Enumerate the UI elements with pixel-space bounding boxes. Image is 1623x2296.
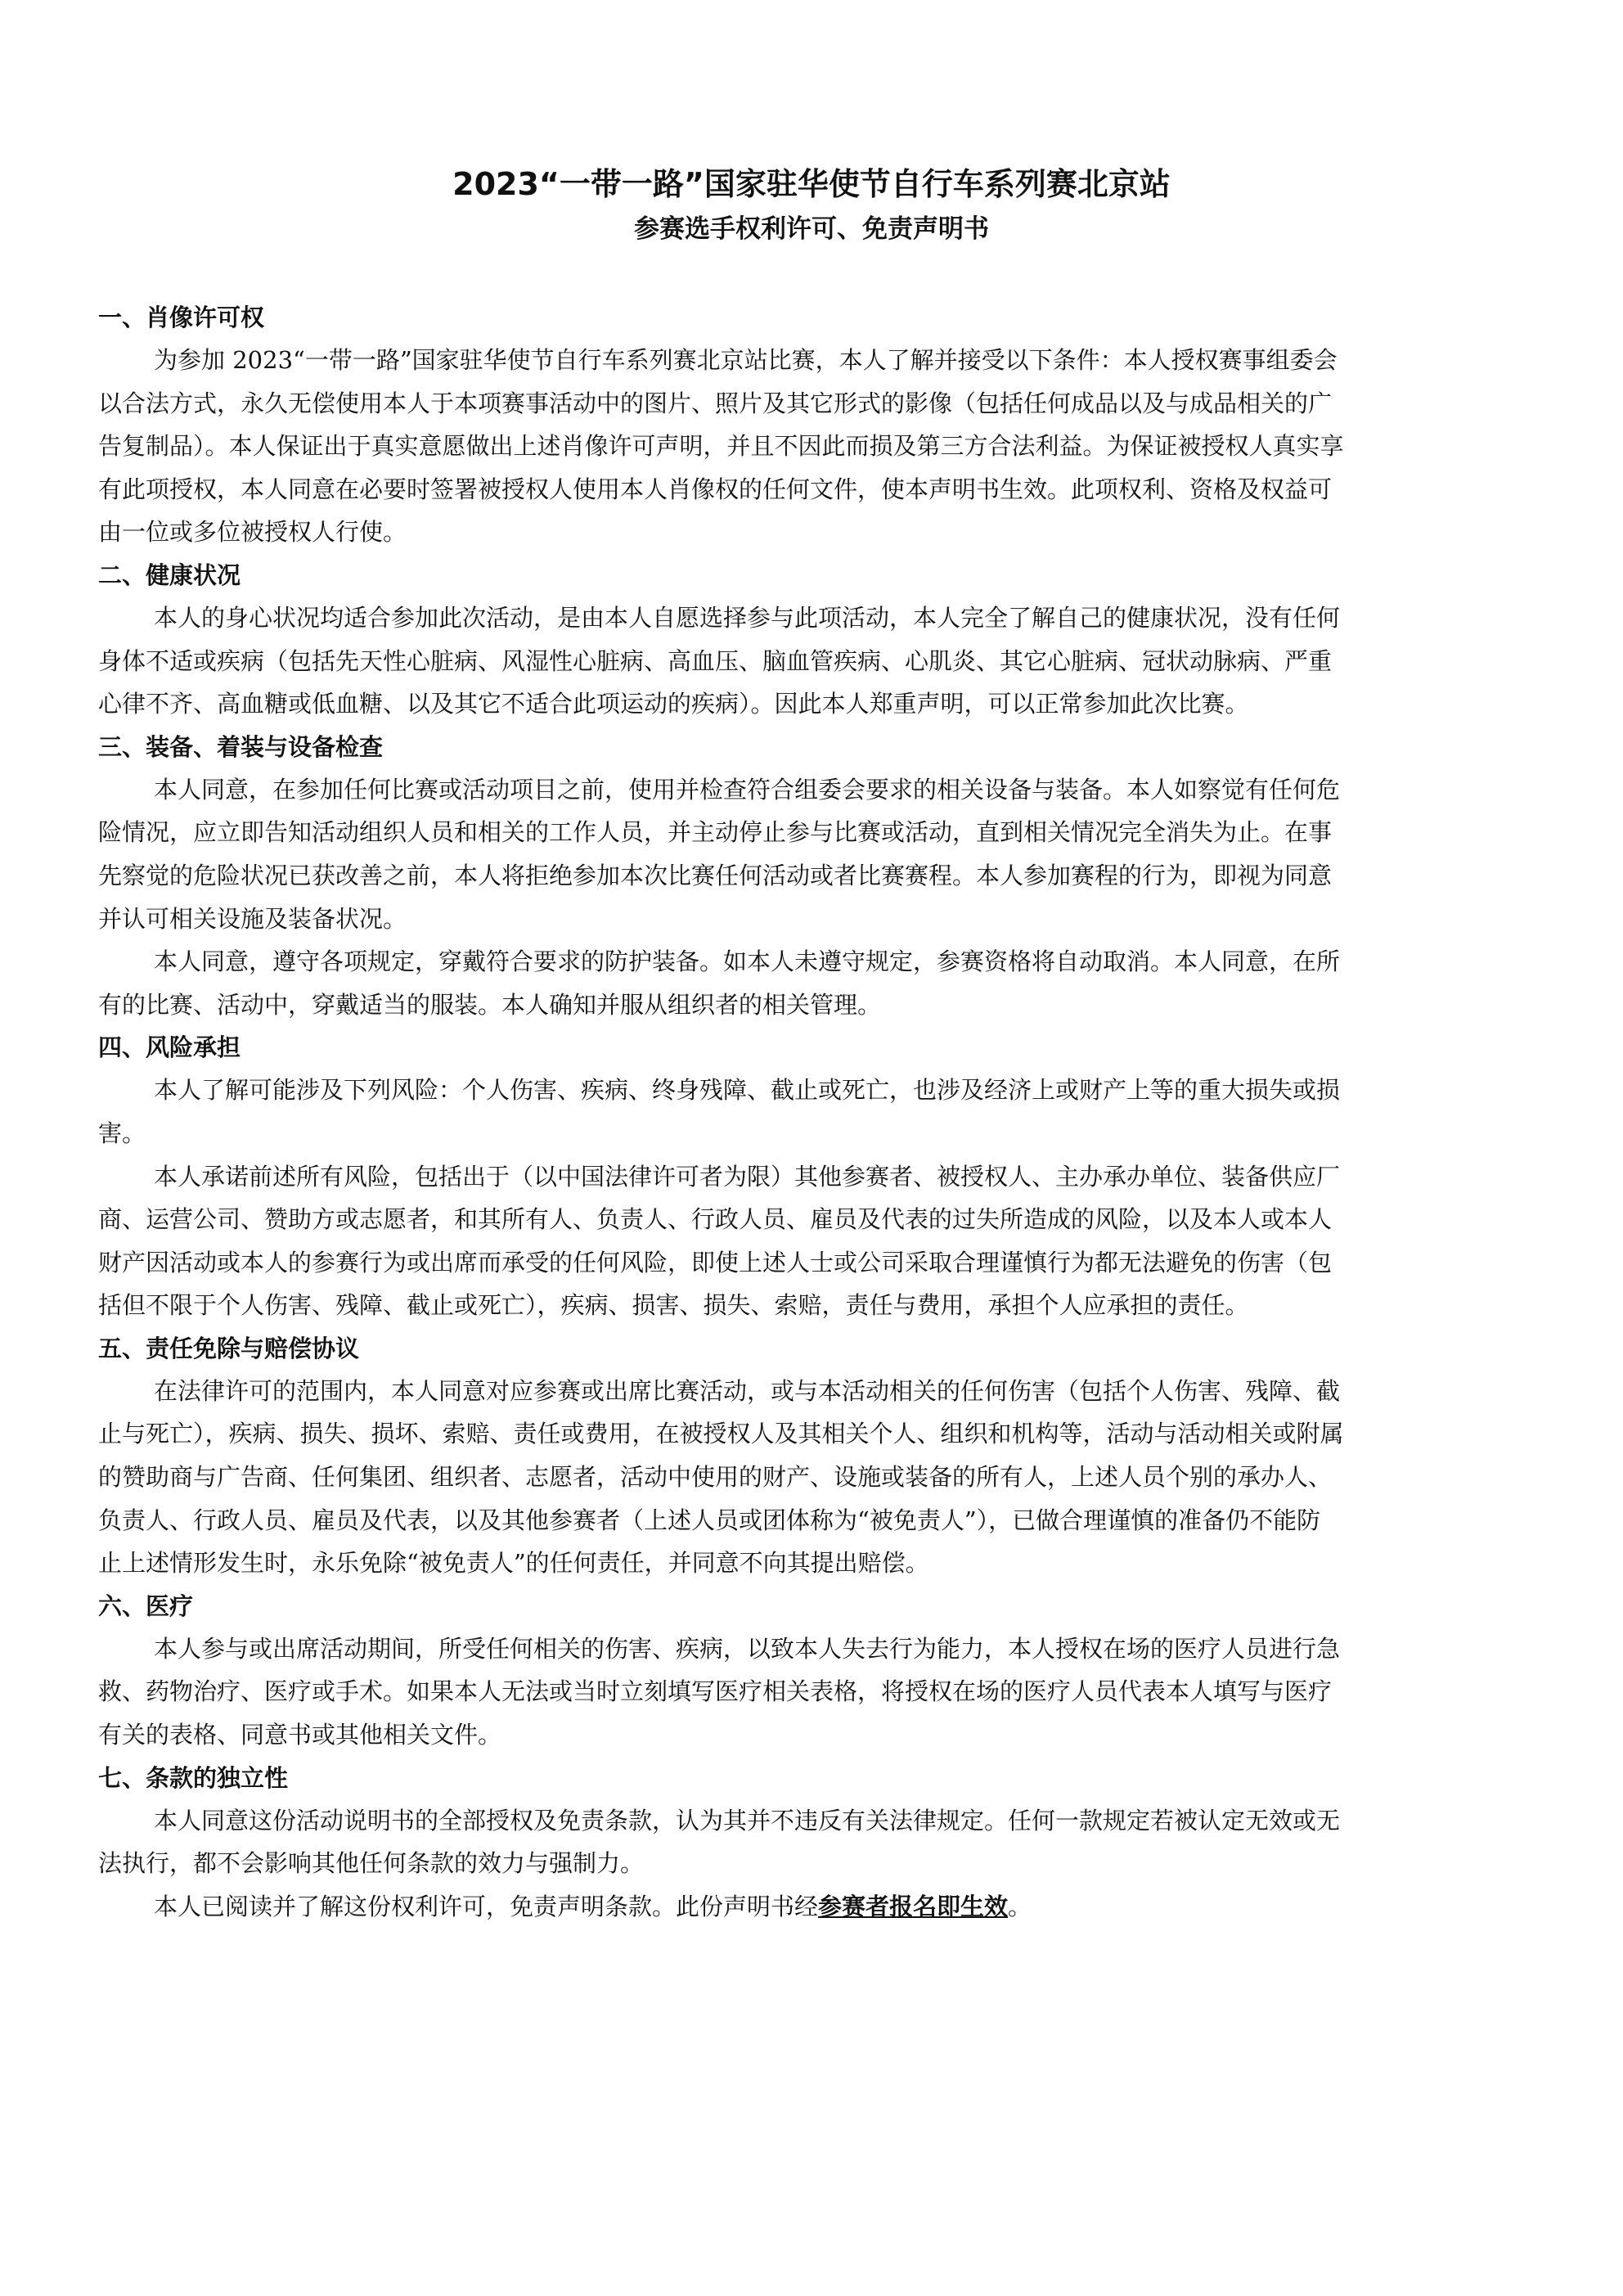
section-paragraph: [98, 1069, 1535, 1327]
paragraph-line: 为参加 2023“一带一路”国家驻华使节自行车系列赛北京站比赛，本人了解并接受以下条件：本人授权赛事组委会: [154, 346, 1338, 374]
section-5: [98, 1327, 1535, 1585]
section-3: [98, 726, 1535, 1027]
paragraph-line: 告复制品）。本人保证出于真实意愿做出上述肖像许可声明，并且不因此而损及第三方合法利益。为保证被授权人真实享: [98, 432, 1344, 461]
paragraph-line: 法执行，都不会影响其他任何条款的效力与强制力。: [98, 1849, 645, 1878]
section-1: [98, 296, 1535, 554]
paragraph-line: 害。: [98, 1119, 146, 1147]
paragraph-line: 有关的表格、同意书或其他相关文件。: [98, 1721, 502, 1749]
paragraph-line: 本人同意，遵守各项规定，穿戴符合要求的防护装备。如本人未遵守规定，参赛资格将自动取消。本人同意，在所: [154, 948, 1341, 976]
paragraph-line: 括但不限于个人伤害、残障、截止或死亡），疾病、损害、损失、索赔，责任与费用，承担个人应承担的责任。: [98, 1291, 1249, 1320]
section-paragraph: [98, 1799, 1535, 1885]
paragraph-line: 的赞助商与广告商、任何集团、组织者、志愿者，活动中使用的财产、设施或装备的所有人，上述人员个别的承办人、: [98, 1463, 1333, 1492]
paragraph-line: 本人参与或出席活动期间，所受任何相关的伤害、疾病，以致本人失去行为能力，本人授权在场的医疗人员进行急: [154, 1634, 1341, 1663]
paragraph-line: 本人了解可能涉及下列风险：个人伤害、疾病、终身残障、截止或死亡，也涉及经济上或财产上等的重大损失或损: [154, 1076, 1341, 1105]
section-heading: 四、风险承担: [98, 1033, 241, 1062]
closing-paragraph: [98, 1885, 1535, 1929]
closing-text: 本人已阅读并了解这份权利许可，免责声明条款。此份声明书经: [154, 1892, 819, 1920]
paragraph-line: 在法律许可的范围内，本人同意对应参赛或出席比赛活动，或与本活动相关的任何伤害（包括个人伤害、残障、截: [154, 1376, 1341, 1405]
section-heading: 六、医疗: [98, 1591, 194, 1620]
paragraph-line: 心律不齐、高血糖或低血糖、以及其它不适合此项运动的疾病）。因此本人郑重声明，可以正常参加此次比赛。: [98, 690, 1249, 718]
closing-line: [98, 1885, 1535, 1929]
document-title: 2023“一带一路”国家驻华使节自行车系列赛北京站: [452, 166, 1171, 202]
paragraph-line: 本人承诺前述所有风险，包括出于（以中国法律许可者为限）其他参赛者、被授权人、主办承办单位、装备供应厂: [154, 1162, 1341, 1191]
section-paragraph: [98, 597, 1535, 726]
paragraph-line: 有此项授权，本人同意在必要时签署被授权人使用本人肖像权的任何文件，使本声明书生效。此项权利、资格及权益可: [98, 475, 1333, 503]
paragraph-line: 以合法方式，永久无偿使用本人于本项赛事活动中的图片、照片及其它形式的影像（包括任何成品以及与成品相关的广: [98, 389, 1333, 417]
paragraph-line: 本人的身心状况均适合参加此次活动，是由本人自愿选择参与此项活动，本人完全了解自己的健康状况，没有任何: [154, 603, 1341, 632]
section-paragraph: [98, 339, 1535, 554]
paragraph-line: 先察觉的危险状况已获改善之前，本人将拒绝参加本次比赛任何活动或者比赛赛程。本人参加赛程的行为，即视为同意: [98, 861, 1333, 889]
section-heading: 五、责任免除与赔偿协议: [98, 1334, 360, 1362]
paragraph-line: 本人同意，在参加任何比赛或活动项目之前，使用并检查符合组委会要求的相关设备与装备。本人如察觉有任何危: [154, 775, 1341, 804]
section-4: [98, 1026, 1535, 1327]
section-heading: 一、肖像许可权: [98, 304, 265, 331]
paragraph-line: 身体不适或疾病（包括先天性心脏病、风湿性心脏病、高血压、脑血管疾病、心肌炎、其它心脏病、冠状动脉病、严重: [98, 646, 1333, 675]
paragraph-line: 止与死亡），疾病、损失、损坏、索赔、责任或费用，在被授权人及其相关个人、组织和机构等，活动与活动相关或附属: [98, 1420, 1344, 1448]
paragraph-line: 本人同意这份活动说明书的全部授权及免责条款，认为其并不违反有关法律规定。任何一款规定若被认定无效或无: [154, 1806, 1341, 1835]
document-body: [98, 296, 1535, 1928]
paragraph-line: 财产因活动或本人的参赛行为或出席而承受的任何风险，即使上述人士或公司采取合理谨慎行为都无法避免的伤害（包: [98, 1248, 1333, 1276]
paragraph-line: 商、运营公司、赞助方或志愿者，和其所有人、负责人、行政人员、雇员及代表的过失所造成的风险，以及本人或本人: [98, 1205, 1333, 1234]
section-paragraph: [98, 1627, 1535, 1757]
section-paragraph: [98, 768, 1535, 1027]
section-6: [98, 1585, 1535, 1757]
paragraph-line: 救、药物治疗、医疗或手术。如果本人无法或当时立刻填写医疗相关表格，将授权在场的医疗人员代表本人填写与医疗: [98, 1677, 1333, 1706]
paragraph-line: 并认可相关设施及装备状况。: [98, 904, 407, 933]
section-heading: 二、健康状况: [98, 560, 241, 589]
closing-emphasis: 参赛者报名即生效: [818, 1892, 1009, 1920]
paragraph-line: 由一位或多位被授权人行使。: [98, 518, 407, 547]
paragraph-line: 止上述情形发生时，永乐免除“被免责人”的任何责任，并同意不向其提出赔偿。: [98, 1549, 929, 1578]
closing-end: 。: [1008, 1892, 1032, 1920]
section-paragraph: [98, 1370, 1535, 1585]
section-heading: 七、条款的独立性: [98, 1763, 289, 1792]
paragraph-line: 负责人、行政人员、雇员及代表，以及其他参赛者（上述人员或团体称为“被免责人”），已做合理谨慎的准备仍不能防: [98, 1506, 1321, 1534]
document-subtitle: 参赛选手权利许可、免责声明书: [634, 214, 989, 244]
section-7: [98, 1757, 1535, 1885]
section-heading: 三、装备、着装与设备检查: [98, 732, 384, 761]
paragraph-line: 有的比赛、活动中，穿戴适当的服装。本人确知并服从组织者的相关管理。: [98, 990, 882, 1019]
paragraph-line: 险情况，应立即告知活动组织人员和相关的工作人员，并主动停止参与比赛或活动，直到相关情况完全消失为止。在事: [98, 818, 1333, 847]
section-2: [98, 554, 1535, 726]
